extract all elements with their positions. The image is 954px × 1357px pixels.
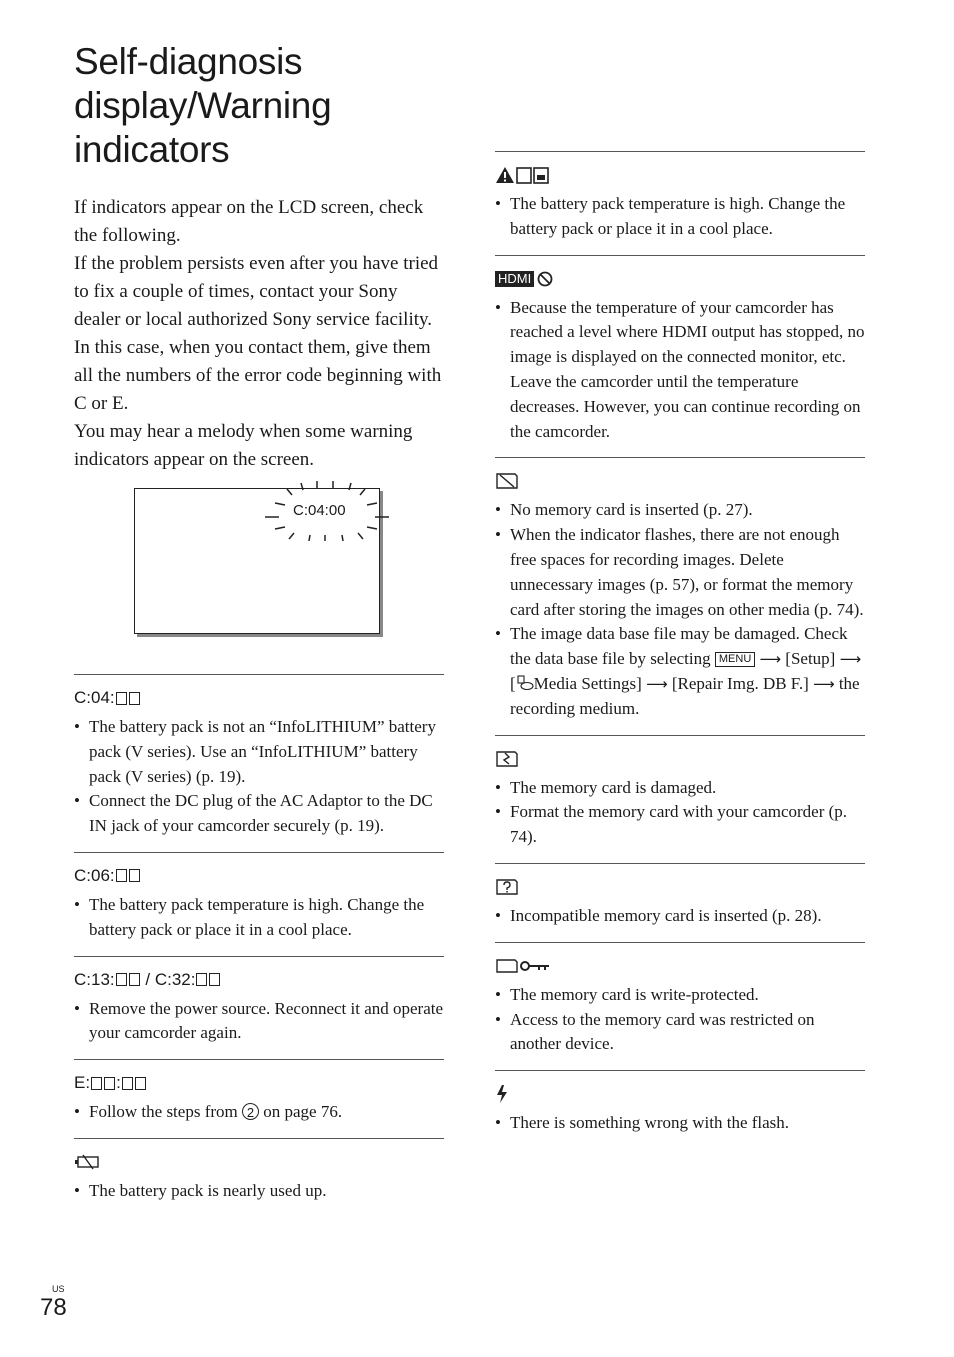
section-heading (495, 1081, 865, 1107)
region-code: US (52, 1284, 65, 1294)
damaged-card-icon (495, 750, 519, 768)
list-item: • Connect the DC plug of the AC Adaptor to the DC IN jack of your camcorder securely (p. 19). (74, 789, 444, 839)
step-number-badge: 2 (242, 1103, 259, 1120)
intro-text (74, 194, 444, 474)
lcd-error-code: C:04:00 (293, 502, 346, 519)
section-heading (495, 468, 865, 494)
list-item: • The memory card is damaged. (495, 776, 865, 801)
section-c13-c32 (74, 956, 444, 1060)
section-no-memory-card (495, 457, 865, 734)
section-heading: C:04: (74, 685, 444, 711)
list-item: • The battery pack temperature is high. Change the battery pack or place it in a cool place. (74, 893, 444, 943)
section-c04 (74, 674, 444, 852)
section-incompatible-card (495, 863, 865, 942)
list-item: • Format the memory card with your camcorder (p. 74). (495, 800, 865, 850)
section-heading (74, 1149, 444, 1175)
section-e-code (74, 1059, 444, 1138)
list-item: • Because the temperature of your camcorder has reached a level where HDMI output has stopped, no image is displayed on the connected monitor, etc. Leave the camcorder until the temperature decreases. However, you can continue recording on the camcorder. (495, 296, 865, 445)
no-memory-card-icon (495, 472, 519, 490)
list-item: • Access to the memory card was restricted on another device. (495, 1008, 865, 1058)
section-flash (495, 1070, 865, 1149)
list-item: • Follow the steps from 2 on page 76. (74, 1100, 444, 1125)
prohibited-icon (536, 270, 554, 288)
list-item: • No memory card is inserted (p. 27). (495, 498, 865, 523)
media-settings-icon (516, 675, 534, 691)
menu-button-label: MENU (715, 652, 755, 667)
section-heading (495, 953, 865, 979)
list-item: • Incompatible memory card is inserted (p. 28). (495, 904, 865, 929)
intro-paragraph: You may hear a melody when some warning indicators appear on the screen. (74, 421, 413, 470)
battery-low-icon (74, 1154, 100, 1170)
section-heading (495, 874, 865, 900)
hdmi-badge: HDMI (495, 271, 534, 287)
list-item: • When the indicator flashes, there are not enough free spaces for recording images. Delete unnecessary images (p. 57), or format the memory card after storing the images on other media (p. 74). (495, 523, 865, 622)
list-item: • The memory card is write-protected. (495, 983, 865, 1008)
list-item: • The battery pack is not an “InfoLITHIUM” battery pack (V series). Use an “InfoLITHIUM” battery pack (V series) (p. 19). (74, 715, 444, 789)
card-key-icon (495, 957, 551, 975)
list-item: • The battery pack temperature is high. Change the battery pack or place it in a cool place. (495, 192, 865, 242)
section-heading (495, 162, 865, 188)
section-heading: C:06: (74, 863, 444, 889)
flash-icon (495, 1084, 509, 1104)
lcd-screen-illustration (134, 488, 380, 634)
battery-warning-icon (495, 165, 551, 185)
section-battery-low (74, 1138, 444, 1217)
incompatible-card-icon (495, 878, 519, 896)
section-heading (495, 266, 865, 292)
section-hdmi (495, 255, 865, 458)
left-column (74, 674, 444, 1217)
intro-paragraph: If indicators appear on the LCD screen, check the following. (74, 197, 424, 246)
section-heading: C:13: / C:32: (74, 967, 444, 993)
page-number: 78 (40, 1294, 67, 1321)
intro-paragraph: If the problem persists even after you have tried to fix a couple of times, contact your Sony dealer or local authorized Sony service facility. In this case, when you contact them, give them all the numbers of the error code beginning with C or E. (74, 253, 442, 414)
page-title: Self-diagnosis display/Warning indicators (74, 41, 332, 170)
section-heading (495, 746, 865, 772)
section-write-protected (495, 942, 865, 1070)
section-heading: E: : (74, 1070, 444, 1096)
list-item: • The image data base file may be damaged. Check the data base file by selecting MENU ⟶ [Setup] ⟶ [ Media Settings] ⟶ [Repair Img. DB F.] ⟶ the recording medium. (495, 622, 865, 721)
list-item: • There is something wrong with the flash. (495, 1111, 865, 1136)
section-c06 (74, 852, 444, 956)
section-battery-temperature (495, 151, 865, 255)
list-item: • Remove the power source. Reconnect it and operate your camcorder again. (74, 997, 444, 1047)
list-item: • The battery pack is nearly used up. (74, 1179, 444, 1204)
section-damaged-card (495, 735, 865, 863)
right-column (495, 151, 865, 1149)
